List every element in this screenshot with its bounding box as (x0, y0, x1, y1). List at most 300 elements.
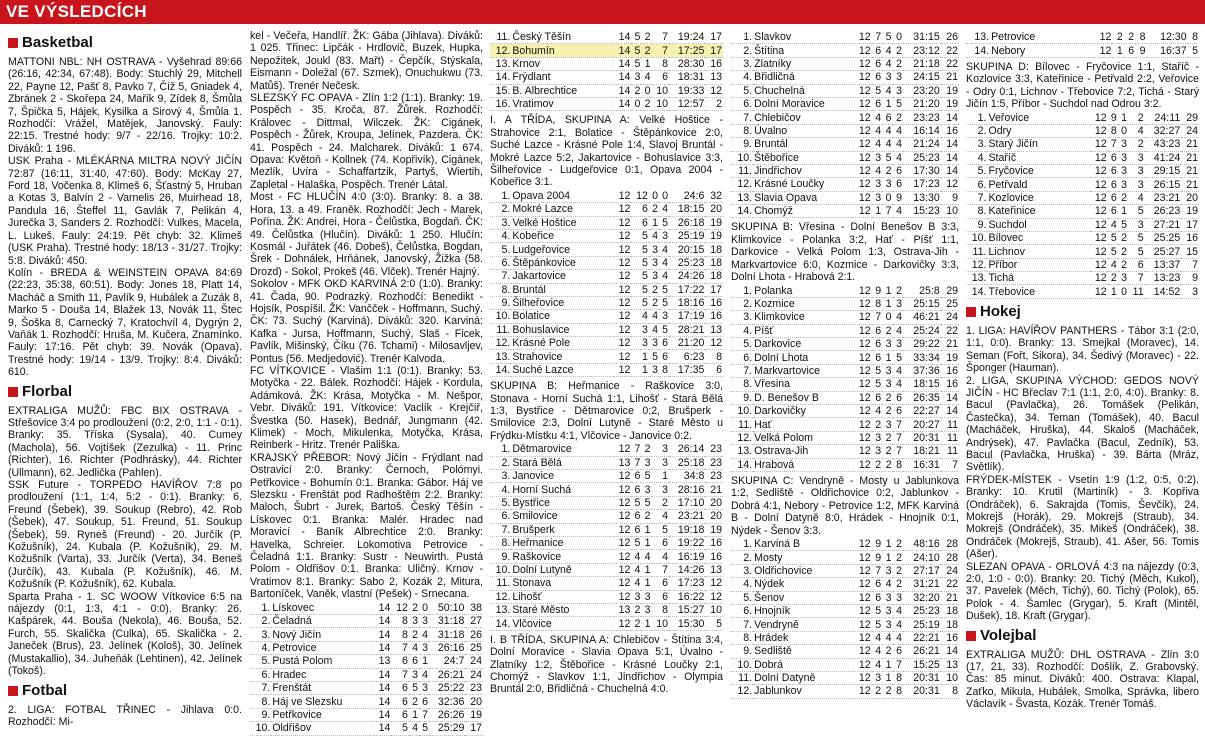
stat-cell: 7 (662, 31, 669, 44)
stat-cell: 6 (662, 577, 669, 590)
stat-cell: 37:36 (913, 365, 940, 378)
stat-cell: 3 (662, 483, 669, 496)
table-row (966, 258, 1199, 271)
stat-cell: 24 (470, 668, 482, 681)
stat-cell: 2 (1121, 258, 1127, 271)
standings-table (731, 285, 959, 472)
stat-cell: 0 (652, 189, 659, 202)
table-row (731, 324, 959, 337)
stat-cell: 5 (634, 497, 641, 510)
table-row (731, 178, 959, 191)
stat-cell: 24:11 (1154, 111, 1181, 124)
stat-cell: 9 (875, 538, 882, 551)
stat-cell: 12 (946, 178, 958, 191)
stat-cell: 4. (977, 151, 987, 164)
stat-cell: 4 (662, 256, 669, 269)
team-cell: Háj ve Slezsku (272, 695, 343, 708)
stat-cell: 33:34 (913, 351, 940, 364)
team-cell: Velké Hoštice (512, 216, 577, 229)
stat-cell: 13:23 (1153, 272, 1181, 285)
stat-cell: 1 (1121, 205, 1127, 218)
stat-cell: 20:27 (913, 418, 940, 431)
team-cell: Český Těšín (512, 31, 571, 44)
stat-cell: 4 (896, 151, 903, 164)
stat-cell: 6 (634, 510, 641, 523)
table-row (731, 564, 959, 577)
stat-cell: 20:31 (913, 685, 940, 698)
stat-cell: 5 (662, 216, 669, 229)
stat-cell: 12 (1094, 111, 1107, 124)
stat-cell: 8 (662, 57, 669, 70)
column-1 (8, 30, 242, 728)
stat-cell: 32:27 (1153, 124, 1181, 137)
stat-cell: 6 (896, 178, 903, 191)
stat-cell: 6 (875, 351, 882, 364)
team-cell: Stará Bělá (512, 456, 562, 469)
stat-cell: 9 (875, 551, 882, 564)
stat-cell: 2. (743, 44, 753, 57)
stat-cell: 12 (858, 84, 871, 97)
stat-cell: 4 (896, 378, 903, 391)
stat-cell: 4 (896, 631, 903, 644)
stat-cell: 12 (618, 270, 631, 283)
stat-cell: 1 (644, 537, 651, 550)
stat-cell: 17 (1186, 218, 1198, 231)
stat-cell: 1 (644, 523, 651, 536)
team-cell: Odry (988, 124, 1012, 137)
stat-cell: 1 (644, 563, 651, 576)
stat-cell: 21:18 (913, 57, 940, 70)
table-row (490, 256, 723, 269)
team-cell: Frýdlant (512, 71, 551, 84)
result-paragraph: I. B TŘÍDA, SKUPINA A: Chlebičov - Štítina 3:4, Dolní Moravice - Slavia Opava 5:1, Úvalno - Zlatníky 1:2, Štěbořice - Krásné Loučky 2:1, Chomýž - Slavkov 1:1, Jindřichov - Olympia Bruntál 2:0, Břidličná - Chuchelná 4:0. (490, 633, 723, 696)
stat-cell: 26:26 (437, 709, 465, 721)
stat-cell: 5 (896, 98, 903, 111)
stat-cell: 14. (974, 44, 990, 57)
stat-cell: 12 (618, 577, 631, 590)
stat-cell: 5. (743, 338, 753, 351)
stat-cell: 6. (743, 351, 753, 364)
stat-cell: 12 (858, 405, 871, 418)
stat-cell: 8 (896, 458, 903, 471)
team-cell: Janovice (512, 470, 555, 483)
stat-cell: 11 (947, 418, 958, 431)
team-cell: Vendryně (754, 618, 799, 631)
stat-cell: 0 (1121, 285, 1127, 298)
stat-cell: 10 (656, 84, 669, 97)
stat-cell: 6 (896, 391, 903, 404)
team-cell: Dětmarovice (512, 443, 572, 456)
stat-cell: 12 (396, 601, 408, 614)
team-cell: Ludgeřovice (512, 243, 571, 256)
result-paragraph: FRÝDEK-MÍSTEK - Vsetín 1:9 (1:2, 0:5, 0:2). Branky: 10. Krutil (Martiník) - 3. Kopřiva (Ondráček), 6. Sakrajda (Tomis, Ševčík), 24. Mokrejš (Horák), 29. Mokrejš (Straub), 34. Mokrejš (Ondráček), 35. Mikeš (Ondráček), 38. Ondráček (Mokrejš, Straub), 41. Ašer, 56. Tomis (Ašer). (966, 473, 1199, 561)
stat-cell: 2 (1121, 245, 1127, 258)
stat-cell: 1 (885, 672, 892, 685)
stat-cell: 3. (261, 628, 271, 641)
table-row (731, 645, 959, 658)
stat-cell: 13 (618, 604, 631, 617)
stat-cell: 14 (618, 84, 631, 97)
result-paragraph: MATTONI NBL: NH OSTRAVA - Vyšehrad 89:66 (26:16, 42:34, 67:48). Body: Stuchlý 29, Mitchell 22, Payne 12, Pašť 8, Pavko 7, Číž 5, Gniadek 4, Zbránek 2 - Skořepa 24, Mařík 9, Zídek 8, Šmůla 7, Špička 5, Hájek, Kysilka a Sirový 4, Šmůla 1. Rozhodčí: Vrážel, Matějek, Janovský. Fauly: 22:15. Trestné hody: 9/7 - 22/16. Trojky: 10:2. Diváků: 1 196. (8, 56, 242, 155)
stat-cell: 2 (644, 98, 651, 111)
stat-cell: 12 (618, 297, 631, 310)
stat-cell: 12. (737, 178, 753, 191)
stat-cell: 3 (642, 323, 648, 336)
stat-cell: 22 (946, 578, 958, 591)
stat-cell: 8. (743, 631, 753, 644)
stat-cell: 12 (1094, 165, 1107, 178)
stat-cell: 6 (875, 57, 882, 70)
stat-cell: 5 (875, 365, 882, 378)
stat-cell: 2 (875, 458, 882, 471)
team-cell: Dolní Moravice (754, 98, 825, 111)
stat-cell: 12. (495, 590, 511, 603)
stat-cell: 29:22 (913, 338, 940, 351)
stat-cell: 9. (743, 138, 753, 151)
stat-cell: 6 (885, 111, 892, 124)
stat-cell: 5 (422, 722, 429, 735)
stat-cell: 6 (875, 324, 882, 337)
stat-cell: 3. (501, 470, 511, 483)
stat-cell: 12 (636, 189, 648, 202)
team-cell: Štěpánkovice (512, 256, 576, 269)
stat-cell: 4 (644, 71, 651, 84)
stat-cell: 2 (1137, 138, 1144, 151)
stat-cell: 5 (642, 256, 648, 269)
team-cell: Hrabová (754, 458, 795, 471)
stat-cell: 12 (858, 298, 871, 311)
stat-cell: 24 (946, 311, 958, 324)
team-cell: Krnov (512, 57, 540, 70)
stat-cell: 5 (652, 350, 659, 363)
stat-cell: 1 (885, 551, 892, 564)
stat-cell: 19 (946, 84, 958, 97)
stat-cell: 6 (1110, 165, 1117, 178)
table-row (731, 84, 959, 97)
stat-cell: 12 (858, 578, 871, 591)
stat-cell: 8. (977, 205, 987, 218)
stat-cell: 12 (858, 458, 871, 471)
stat-cell: 12 (618, 243, 631, 256)
stat-cell: 12 (858, 351, 871, 364)
stat-cell: 3 (885, 591, 892, 604)
standings-table (966, 31, 1199, 58)
team-cell: Slavkov (754, 31, 792, 44)
stat-cell: 1 (885, 284, 892, 297)
stat-cell: 16 (946, 124, 958, 137)
stat-cell: 2. (977, 124, 987, 137)
stat-cell: 4 (885, 57, 892, 70)
stat-cell: 2 (412, 628, 419, 641)
stat-cell: 4 (875, 645, 882, 658)
stat-cell: 32 (710, 189, 722, 202)
stat-cell: 4 (412, 722, 419, 735)
standings-table (490, 443, 723, 630)
stat-cell: 2. (743, 551, 753, 564)
stat-cell: 1 (644, 617, 651, 630)
square-bullet-icon (8, 686, 18, 696)
stat-cell: 7. (501, 270, 511, 283)
stat-cell: 7 (1110, 138, 1117, 151)
stat-cell: 23:23 (913, 111, 940, 124)
table-row (966, 245, 1199, 258)
stat-cell: 12 (618, 189, 631, 202)
section-banner (0, 0, 1205, 24)
team-cell: Ostrava-Jih (754, 445, 809, 458)
team-cell: Starý Jičín (988, 138, 1038, 151)
stat-cell: 3 (896, 591, 903, 604)
stat-cell: 4 (634, 577, 641, 590)
stat-cell: 14. (737, 458, 753, 471)
stat-cell: 8 (952, 685, 958, 698)
stat-cell: 14 (946, 645, 958, 658)
stat-cell: 12 (710, 590, 722, 603)
stat-cell: 1 (885, 538, 892, 551)
stat-cell: 11. (738, 418, 753, 431)
table-row (731, 111, 959, 124)
stat-cell: 4 (662, 270, 669, 283)
stat-cell: 26:23 (1153, 205, 1181, 218)
stat-cell: 31:18 (437, 615, 465, 628)
team-cell: Petrovice (272, 642, 317, 655)
stat-cell: 12 (858, 618, 871, 631)
stat-cell: 12 (618, 443, 631, 456)
stat-cell: 22 (946, 324, 958, 337)
stat-cell: 6 (896, 645, 903, 658)
stat-cell: 10. (255, 722, 271, 735)
stat-cell: 12 (618, 550, 631, 563)
stat-cell: 6 (716, 364, 722, 377)
stat-cell: 26:21 (913, 645, 940, 658)
stat-cell: 6. (743, 98, 753, 111)
stat-cell: 17 (710, 31, 722, 44)
stat-cell: 5. (501, 497, 511, 510)
stat-cell: 6 (875, 44, 882, 57)
stat-cell: 25:15 (913, 298, 940, 311)
stat-cell: 3 (885, 378, 892, 391)
stat-cell: 6 (1110, 151, 1117, 164)
team-cell: Krásné Pole (512, 337, 571, 350)
stat-cell: 4 (634, 563, 641, 576)
stat-cell: 2 (885, 431, 892, 444)
heading-volejbal: Volejbal (966, 627, 1199, 645)
stat-cell: 5 (634, 537, 641, 550)
stat-cell: 1. (501, 189, 511, 202)
stat-cell: 3 (412, 668, 419, 681)
team-cell: Smilovice (512, 510, 558, 523)
stat-cell: 13:30 (913, 191, 940, 204)
stat-cell: 21 (1186, 151, 1198, 164)
stat-cell: 2 (1116, 31, 1123, 44)
stat-cell: 21 (1186, 138, 1198, 151)
stat-cell: 8. (501, 537, 511, 550)
table-row (490, 31, 723, 44)
table-row (490, 84, 723, 97)
stat-cell: 7 (422, 709, 429, 721)
stat-cell: 12 (618, 617, 631, 630)
stat-cell: 2 (885, 165, 892, 178)
stat-cell: 1 (412, 709, 419, 721)
stat-cell: 4 (885, 578, 892, 591)
stat-cell: 12 (858, 324, 871, 337)
table-row (490, 337, 723, 350)
stat-cell: 23 (710, 470, 722, 483)
stat-cell: 12 (710, 84, 722, 97)
table-row (966, 285, 1199, 298)
table-row (490, 190, 723, 203)
stat-cell: 21 (946, 591, 958, 604)
stat-cell: 14 (946, 165, 958, 178)
table-row (490, 57, 723, 70)
stat-cell: 2 (1121, 191, 1127, 204)
team-cell: Břidličná (754, 71, 795, 84)
stat-cell: 12:57 (677, 98, 705, 111)
stat-cell: 14 (618, 31, 631, 44)
stat-cell: 5 (885, 151, 892, 164)
stat-cell: 3 (422, 615, 429, 628)
stat-cell: 22:27 (913, 405, 940, 418)
stat-cell: 5 (716, 617, 722, 630)
stat-cell: 12 (1094, 151, 1107, 164)
stat-cell: 23:20 (913, 84, 940, 97)
stat-cell: 17:25 (677, 44, 705, 57)
result-paragraph: Sparta Praha - 1. SC WOOW Vítkovice 6:5 na nájezdy (0:1, 1:3, 4:1 - 0:0). Branky: 26. Kašpárek, 44. Bouša (Nekola), 46. Bouša, 52. Furch, 55. Skalička (Culka), 65. Skalička - 2. Janeček (Brus), 23. Jelínek (Kološ), 30. Jelínek (Mustakallio), 34. Juheňák (Lehtinen), 42. Jelínek (Tokoš). (8, 590, 242, 678)
stat-cell: 22:21 (913, 631, 940, 644)
team-cell: Štítina (754, 44, 785, 57)
stat-cell: 4 (885, 631, 892, 644)
stat-cell: 12 (858, 71, 871, 84)
stat-cell: 4 (896, 124, 903, 137)
stat-cell: 3 (652, 337, 659, 350)
stat-cell: 4 (896, 138, 903, 151)
stat-cell: 4 (875, 405, 882, 418)
stat-cell: 7 (896, 445, 903, 458)
stat-cell: 1 (885, 98, 892, 111)
stat-cell: 4 (652, 310, 659, 323)
stat-cell: 12 (618, 510, 631, 523)
stat-cell: 10. (971, 232, 987, 245)
heading-hokej: Hokej (966, 303, 1199, 321)
stat-cell: 13 (378, 655, 391, 668)
stat-cell: 13. (495, 350, 511, 363)
stat-cell: 1. (261, 601, 271, 614)
stat-cell: 26:21 (437, 668, 465, 681)
stat-cell: 4 (875, 165, 882, 178)
stat-cell: 25:23 (913, 151, 940, 164)
stat-cell: 5 (1192, 44, 1198, 57)
stat-cell: 2 (885, 391, 892, 404)
stat-cell: 1 (885, 351, 892, 364)
stat-cell: 25:19 (913, 618, 940, 631)
stat-cell: 25:22 (437, 682, 465, 695)
stat-cell: 14 (946, 391, 958, 404)
stat-cell: 29:15 (1153, 165, 1181, 178)
stat-cell: 3 (1137, 151, 1144, 164)
result-paragraph: SKUPINA C: Vendryně - Mosty u Jablunkova 1:2, Sedliště - Oldřichovice 0:2, Jablunkov - Dobrá 4:1, Nebory - Petrovice 1:2, MFK Karviná B - Dolní Datyně 8:0, Hrádek - Hnojník 0:1, Nýdek - Šenov 3:3. (731, 474, 959, 537)
stat-cell: 3 (652, 270, 659, 283)
stat-cell: 12 (618, 537, 631, 550)
stat-cell: 5. (743, 84, 753, 97)
stat-cell: 6 (642, 216, 648, 229)
table-row (250, 641, 483, 654)
stat-cell: 0 (885, 191, 892, 204)
stat-cell: 11. (496, 31, 511, 44)
stat-cell: 7 (662, 563, 669, 576)
stat-cell: 7 (402, 642, 408, 655)
stat-cell: 3 (1121, 151, 1127, 164)
stat-cell: 3 (1137, 178, 1144, 191)
stat-cell: 12 (1094, 138, 1107, 151)
stat-cell: 3 (885, 71, 892, 84)
stat-cell: 0 (644, 84, 651, 97)
stat-cell: 2 (885, 645, 892, 658)
table-row (250, 655, 483, 668)
stat-cell: 7 (875, 31, 882, 44)
stat-cell: 12 (858, 31, 871, 44)
team-cell: Třebovice (988, 285, 1035, 298)
team-cell: Petřkovice (272, 709, 322, 721)
stat-cell: 5 (1121, 218, 1127, 231)
stat-cell: 12 (1094, 272, 1107, 285)
stat-cell: 8. (743, 124, 753, 137)
stat-cell: 21 (710, 483, 722, 496)
stat-cell: 7. (743, 618, 753, 631)
stat-cell: 3 (662, 456, 669, 469)
stat-cell: 20 (710, 203, 722, 216)
table-row (731, 551, 959, 564)
stat-cell: 3. (743, 311, 753, 324)
team-cell: Klimkovice (754, 311, 805, 324)
stat-cell: 0 (422, 601, 429, 614)
stat-cell: 20 (710, 510, 722, 523)
table-row (731, 97, 959, 110)
stat-cell: 26:35 (913, 391, 940, 404)
stat-cell: 0 (896, 31, 903, 44)
team-cell: Bohuslavice (512, 323, 570, 336)
stat-cell: 5 (662, 283, 669, 296)
stat-cell: 20 (710, 497, 722, 510)
result-paragraph: FC VÍTKOVICE - Vlašim 1:1 (0:1). Branky: 53. Motyčka - 22. Bálek. Rozhodčí: Hájek - Kordula, Adámková. ŽK: Krása, Motyčka - M. Nešpor, Vebr. Diváků: 191. Vítkovice: Vaclík - Krejčíř, Švestka (50. Hasek), Bednář, Jungmann (42. Klimek) - Moch, Mikulenka, Motyčka, Krása, Reinberk - Hritz. Trenér Pališka. (250, 364, 483, 452)
team-cell: Lískovec (272, 601, 315, 614)
stat-cell: 6 (1128, 44, 1135, 57)
stat-cell: 4 (885, 84, 892, 97)
table-row (731, 297, 959, 310)
stat-cell: 24:6 (683, 189, 705, 202)
team-cell: Darkovičky (754, 405, 806, 418)
stat-cell: 3 (634, 590, 641, 603)
stat-cell: 6. (977, 178, 987, 191)
stat-cell: 8 (1139, 31, 1146, 44)
stat-cell: 5 (644, 470, 651, 483)
team-cell: Štěbořice (754, 151, 799, 164)
table-row (490, 323, 723, 336)
stat-cell: 34:8 (683, 470, 705, 483)
stat-cell: 15:27 (677, 604, 705, 617)
stat-cell: 9. (261, 709, 271, 721)
stat-cell: 12 (858, 605, 871, 618)
team-cell: Chlebičov (754, 111, 801, 124)
table-row (731, 538, 959, 551)
stat-cell: 3 (1137, 165, 1144, 178)
stat-cell: 10 (946, 205, 958, 218)
stat-cell: 16:19 (677, 550, 705, 563)
stat-cell: 12. (737, 685, 753, 698)
stat-cell: 5 (634, 31, 641, 44)
stat-cell: 28 (946, 538, 958, 551)
stat-cell: 7 (634, 456, 641, 469)
stat-cell: 12 (618, 483, 631, 496)
stat-cell: 2 (885, 324, 892, 337)
